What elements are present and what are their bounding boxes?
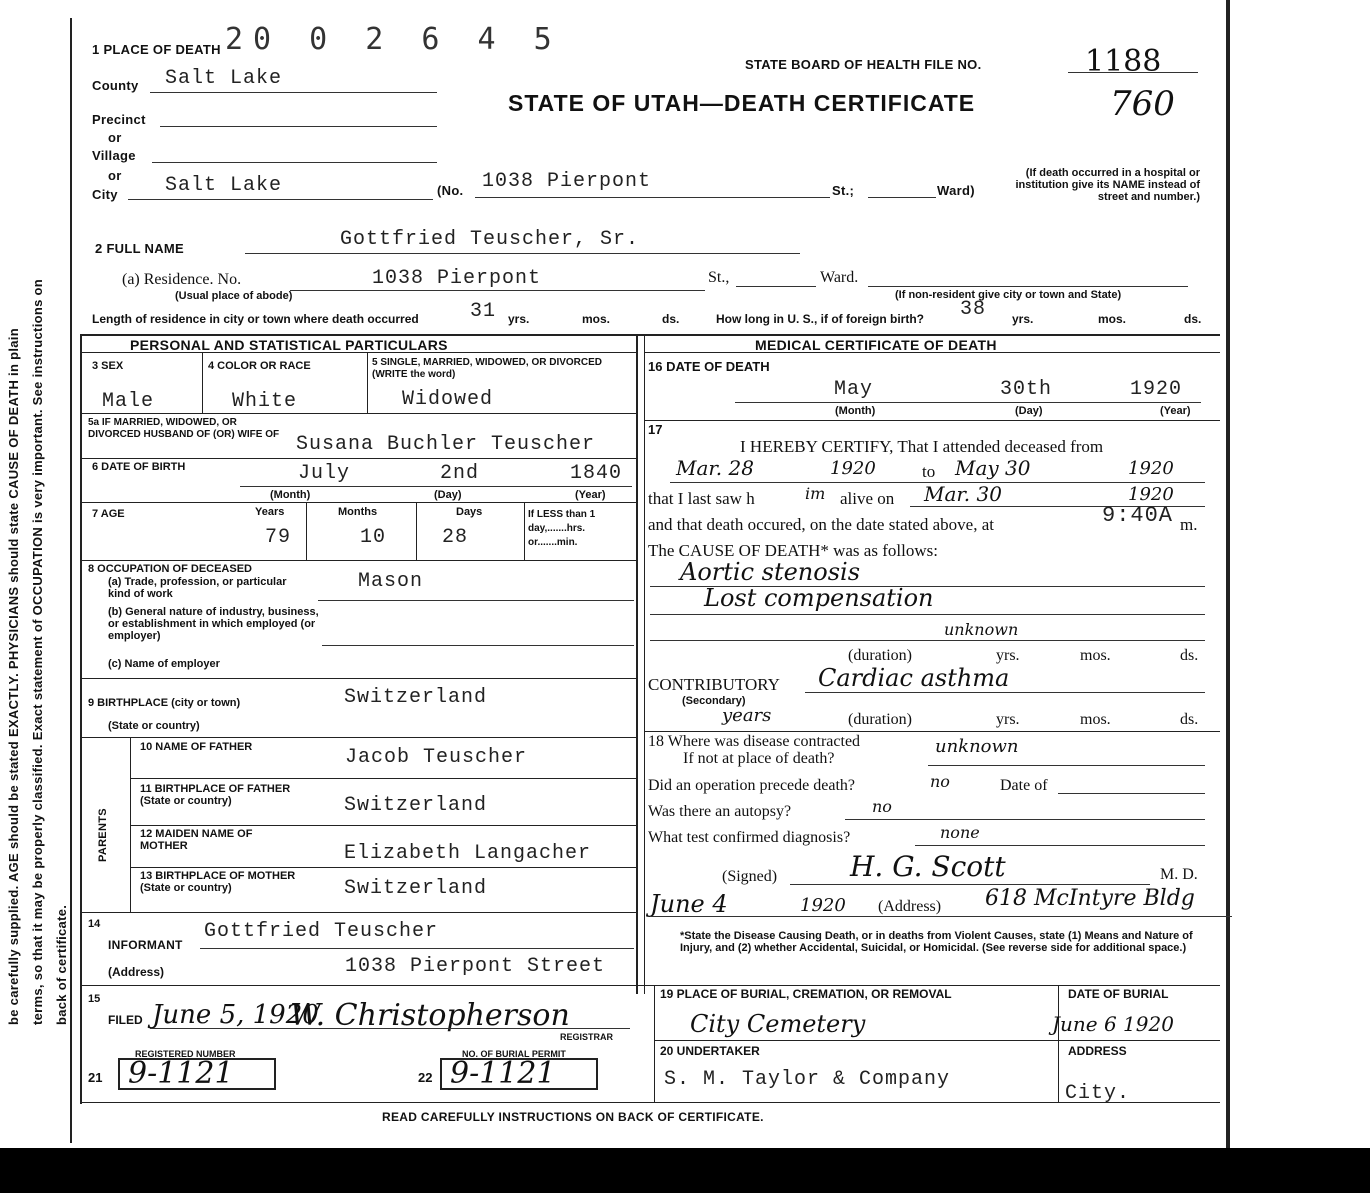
cause-label: The CAUSE OF DEATH* was as follows: bbox=[648, 541, 938, 560]
county-label: County bbox=[92, 78, 139, 93]
father-birthplace: Switzerland bbox=[344, 794, 488, 817]
death-year-label: (Year) bbox=[1160, 405, 1191, 417]
age-days: 28 bbox=[442, 526, 469, 549]
length-mos: mos. bbox=[582, 312, 611, 326]
city-value: Salt Lake bbox=[165, 174, 283, 197]
informant-value: Gottfried Teuscher bbox=[204, 920, 439, 943]
city-label: City bbox=[92, 187, 118, 202]
scan-right-margin bbox=[1232, 0, 1370, 1148]
filed-date: June 5, 1920 bbox=[152, 1000, 319, 1030]
secondary-duration-label: (duration) bbox=[848, 711, 912, 728]
side-note-2: terms, so that it may be properly classified. Exact statement of OCCUPATION is very important. See instructions on bbox=[30, 278, 45, 1025]
full-name-label: 2 FULL NAME bbox=[95, 241, 185, 256]
burial-date: June 6 1920 bbox=[1052, 1012, 1174, 1036]
full-name-value: Gottfried Teuscher, Sr. bbox=[340, 228, 640, 251]
race-label: 4 COLOR OR RACE bbox=[208, 360, 311, 372]
less-than-label: If LESS than 1 day,.......hrs. or.......min. bbox=[528, 509, 596, 548]
medical-section-title: MEDICAL CERTIFICATE OF DEATH bbox=[755, 337, 997, 353]
death-time-m: m. bbox=[1180, 515, 1198, 534]
marital-label: 5 SINGLE, MARRIED, WIDOWED, OR DIVORCED (WRITE the word) bbox=[372, 357, 603, 380]
sign-year: 1920 bbox=[800, 895, 846, 916]
cause-line-1: Aortic stenosis bbox=[680, 558, 861, 586]
secondary-ds: ds. bbox=[1180, 711, 1199, 728]
us-ds: ds. bbox=[1184, 312, 1202, 326]
employer-label: (c) Name of employer bbox=[108, 658, 220, 670]
length-years: 31 bbox=[470, 300, 497, 323]
secondary-yrs: yrs. bbox=[996, 711, 1020, 728]
dob-label: 6 DATE OF BIRTH bbox=[92, 461, 186, 473]
residence-label: (a) Residence. No. bbox=[122, 271, 242, 288]
birthplace-label: 9 BIRTHPLACE (city or town) bbox=[88, 697, 241, 709]
mother-birthplace-label: 13 BIRTHPLACE OF MOTHER (State or country) bbox=[140, 870, 296, 894]
cause-yrs: yrs. bbox=[996, 647, 1020, 664]
age-days-label: Days bbox=[456, 506, 483, 518]
instructions-footer: READ CAREFULLY INSTRUCTIONS ON BACK OF CERTIFICATE. bbox=[382, 1110, 764, 1124]
operation-value: no bbox=[930, 772, 950, 791]
burial-permit-label: NO. OF BURIAL PERMIT bbox=[462, 1049, 566, 1059]
autopsy-value: no bbox=[872, 797, 892, 816]
certificate-title: STATE OF UTAH—DEATH CERTIFICATE bbox=[508, 90, 976, 116]
informant-number: 14 bbox=[88, 918, 101, 930]
cause-line-2: Lost compensation bbox=[704, 584, 934, 612]
side-note-3: back of certificate. bbox=[54, 904, 69, 1025]
registered-number-label: REGISTERED NUMBER bbox=[135, 1049, 236, 1059]
race-value: White bbox=[232, 390, 298, 413]
street-value: 1038 Pierpont bbox=[482, 170, 652, 193]
test-value: none bbox=[940, 823, 980, 842]
death-day-label: (Day) bbox=[1015, 405, 1043, 417]
dob-month-label: (Month) bbox=[270, 489, 311, 501]
dob-day-label: (Day) bbox=[434, 489, 462, 501]
burial-permit-prefix: 22 bbox=[418, 1070, 433, 1085]
father-value: Jacob Teuscher bbox=[345, 746, 528, 769]
operation-date-label: Date of bbox=[1000, 777, 1048, 794]
undertaker-value: S. M. Taylor & Company bbox=[664, 1068, 951, 1091]
side-note-1: be carefully supplied. AGE should be stated EXACTLY. PHYSICIANS should state CAUSE OF DEATH in plain bbox=[6, 328, 21, 1025]
registrar-signature: W. Christopherson bbox=[290, 998, 570, 1033]
age-months: 10 bbox=[360, 526, 387, 549]
place-of-death-label: 1 PLACE OF DEATH bbox=[92, 42, 221, 57]
registered-num-prefix: 21 bbox=[88, 1070, 103, 1085]
father-label: 10 NAME OF FATHER bbox=[140, 741, 253, 753]
street-st-label: St.; bbox=[832, 183, 855, 198]
sex-value: Male bbox=[102, 390, 155, 413]
street-no-label: (No. bbox=[437, 183, 464, 198]
death-month-label: (Month) bbox=[835, 405, 876, 417]
occupation-b-label: (b) General nature of industry, business, or establishment in which employed (or employer) bbox=[108, 606, 319, 642]
father-birthplace-label: 11 BIRTHPLACE OF FATHER (State or country) bbox=[140, 783, 291, 807]
occupation-a-label: (a) Trade, profession, or particular kind of work bbox=[108, 576, 287, 600]
or-label: or bbox=[108, 130, 122, 145]
death-time-text: and that death occured, on the date stated above, at bbox=[648, 515, 994, 534]
age-label: 7 AGE bbox=[92, 508, 125, 520]
registrar-label: REGISTRAR bbox=[560, 1032, 614, 1042]
physician-address-label: (Address) bbox=[878, 898, 942, 915]
personal-section-title: PERSONAL AND STATISTICAL PARTICULARS bbox=[130, 337, 448, 353]
undertaker-label: 20 UNDERTAKER bbox=[660, 1044, 760, 1058]
dob-year: 1840 bbox=[570, 462, 623, 485]
certify-text: I HEREBY CERTIFY, That I attended deceased from bbox=[740, 437, 1104, 456]
last-saw-year: 1920 bbox=[1128, 484, 1174, 505]
residence-value: 1038 Pierpont bbox=[372, 267, 542, 290]
parents-label: PARENTS bbox=[97, 808, 109, 862]
length-residence-label: Length of residence in city or town where death occurred bbox=[92, 312, 419, 326]
cause-duration-label: (duration) bbox=[848, 647, 912, 664]
or2-label: or bbox=[108, 168, 122, 183]
birthplace-value: Switzerland bbox=[344, 686, 488, 709]
contributory-value: Cardiac asthma bbox=[818, 664, 1010, 692]
attended-to: May 30 bbox=[955, 456, 1031, 480]
date-of-death-label: 16 DATE OF DEATH bbox=[648, 359, 770, 374]
us-years: 38 bbox=[960, 298, 987, 321]
us-yrs: yrs. bbox=[1012, 312, 1034, 326]
contributory-label: CONTRIBUTORY bbox=[648, 675, 780, 694]
burial-date-label: DATE OF BURIAL bbox=[1068, 987, 1169, 1001]
physician-signature: H. G. Scott bbox=[850, 850, 1006, 883]
spouse-label: 5a IF MARRIED, WIDOWED, OR DIVORCED HUSBAND OF (OR) WIFE OF bbox=[88, 417, 280, 440]
secondary-mos: mos. bbox=[1080, 711, 1111, 728]
ward-label: Ward) bbox=[937, 183, 975, 198]
informant-label: INFORMANT bbox=[108, 938, 183, 952]
residence-ward-label: Ward. bbox=[820, 269, 859, 286]
sign-date: June 4 bbox=[650, 890, 728, 918]
informant-address: 1038 Pierpont Street bbox=[345, 955, 606, 978]
death-day: 30th bbox=[1000, 378, 1053, 401]
marital-value: Widowed bbox=[402, 388, 494, 411]
occupation-value: Mason bbox=[358, 570, 424, 593]
birthplace-sub: (State or country) bbox=[108, 720, 200, 732]
md-label: M. D. bbox=[1160, 866, 1198, 883]
attended-from: Mar. 28 bbox=[676, 456, 754, 480]
secondary-duration: years bbox=[722, 705, 772, 726]
alive-on-label: alive on bbox=[840, 489, 895, 508]
burial-permit-number: 9-1121 bbox=[440, 1058, 598, 1090]
residence-st-label: St., bbox=[708, 269, 730, 286]
mother-label: 12 MAIDEN NAME OF MOTHER bbox=[140, 828, 253, 852]
us-mos: mos. bbox=[1098, 312, 1127, 326]
signed-label: (Signed) bbox=[722, 868, 778, 885]
contracted-label: 18 Where was disease contracted bbox=[648, 733, 861, 750]
operation-label: Did an operation precede death? bbox=[648, 777, 856, 794]
death-time: 9:40A bbox=[1102, 503, 1174, 528]
length-yrs: yrs. bbox=[508, 312, 530, 326]
handwritten-number: 760 bbox=[1110, 84, 1175, 124]
county-value: Salt Lake bbox=[165, 67, 283, 90]
death-year: 1920 bbox=[1130, 378, 1183, 401]
secondary-label: (Secondary) bbox=[682, 695, 746, 707]
cause-ds: ds. bbox=[1180, 647, 1199, 664]
attended-from-year: 1920 bbox=[830, 458, 876, 479]
last-saw-him: im bbox=[805, 484, 826, 503]
file-no-label: STATE BOARD OF HEALTH FILE NO. bbox=[745, 57, 982, 72]
spouse-value: Susana Buchler Teuscher bbox=[296, 433, 596, 456]
dob-month: July bbox=[298, 462, 351, 485]
age-years-label: Years bbox=[255, 506, 285, 518]
nonresident-note: (If non-resident give city or town and State) bbox=[895, 289, 1122, 301]
cause-line-3: unknown bbox=[944, 620, 1019, 639]
us-residence-label: How long in U. S., if of foreign birth? bbox=[716, 312, 924, 326]
dob-year-label: (Year) bbox=[575, 489, 606, 501]
residence-sub: (Usual place of abode) bbox=[175, 290, 293, 302]
attended-to-year: 1920 bbox=[1128, 458, 1174, 479]
mother-birthplace: Switzerland bbox=[344, 877, 488, 900]
contracted-sub: If not at place of death? bbox=[683, 750, 835, 767]
scan-bottom-margin bbox=[0, 1148, 1370, 1193]
autopsy-label: Was there an autopsy? bbox=[648, 803, 792, 820]
informant-address-label: (Address) bbox=[108, 965, 165, 979]
file-no: 1188 bbox=[1085, 44, 1162, 79]
mother-value: Elizabeth Langacher bbox=[344, 842, 592, 865]
dob-day: 2nd bbox=[440, 462, 480, 485]
hospital-note: (If death occurred in a hospital or institution give its NAME instead of street and number.) bbox=[1015, 167, 1200, 203]
burial-label: 19 PLACE OF BURIAL, CREMATION, OR REMOVAL bbox=[660, 987, 952, 1001]
age-months-label: Months bbox=[338, 506, 378, 518]
contracted-value: unknown bbox=[935, 736, 1019, 757]
test-label: What test confirmed diagnosis? bbox=[648, 829, 851, 846]
registered-number: 9-1121 bbox=[118, 1058, 276, 1090]
sex-label: 3 SEX bbox=[92, 360, 124, 372]
death-month: May bbox=[834, 378, 874, 401]
burial-place: City Cemetery bbox=[690, 1010, 866, 1038]
attended-to-label: to bbox=[922, 462, 936, 481]
certify-number: 17 bbox=[648, 422, 663, 437]
undertaker-address-label: ADDRESS bbox=[1068, 1044, 1127, 1058]
last-saw-text: that I last saw h bbox=[648, 489, 755, 508]
filed-label: FILED bbox=[108, 1013, 143, 1027]
paper-edge bbox=[1226, 0, 1230, 1148]
stamp-number: 20 0 2 6 4 5 bbox=[225, 22, 562, 57]
village-label: Village bbox=[92, 148, 136, 163]
cause-mos: mos. bbox=[1080, 647, 1111, 664]
occupation-label: 8 OCCUPATION OF DECEASED bbox=[88, 563, 252, 575]
filed-number: 15 bbox=[88, 993, 101, 1005]
precinct-label: Precinct bbox=[92, 112, 146, 127]
cause-footnote: *State the Disease Causing Death, or in deaths from Violent Causes, state (1) Means and Nature of Injury, and (2) whether Accidental, Suicidal, or Homicidal. (See reverse side for additional space.) bbox=[680, 930, 1193, 954]
age-years: 79 bbox=[265, 526, 292, 549]
length-ds: ds. bbox=[662, 312, 680, 326]
undertaker-address: City. bbox=[1065, 1082, 1131, 1105]
last-saw-date: Mar. 30 bbox=[924, 482, 1002, 506]
physician-address: 618 McIntyre Bldg bbox=[985, 886, 1195, 911]
